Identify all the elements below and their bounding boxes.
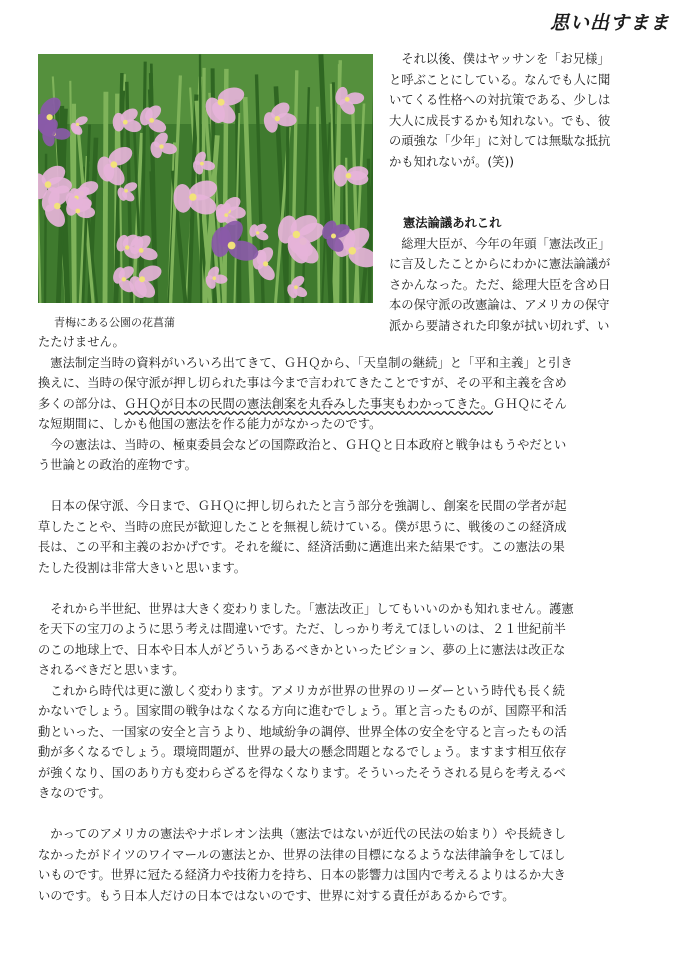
intro-paragraph bbox=[389, 49, 661, 172]
iris-center bbox=[349, 247, 357, 255]
text-line: かないでしょう。国家間の戦争はなくなる方向に進むでしょう。軍と言ったものが、国際平和活 bbox=[38, 704, 567, 718]
iris-center bbox=[228, 242, 236, 250]
text-line: を天下の宝刀のように思う考えは間違いです。ただ、しっかり考えてほしいのは、２１世紀前半 bbox=[38, 622, 566, 636]
iris-center bbox=[224, 213, 228, 217]
iris-center bbox=[200, 162, 204, 166]
iris-center bbox=[345, 97, 350, 102]
text-line: 派から要請された印象が拭い切れず、い bbox=[389, 318, 610, 333]
text-line: 総理大臣が、今年の年頭「憲法改正」 bbox=[389, 236, 611, 251]
text-line: に言及したことからにわかに憲法論議が bbox=[389, 257, 611, 271]
iris-center bbox=[122, 277, 126, 281]
text-line: 日本の保守派、今日まで、ＧＨＱに押し切られたと言う部分を強調し、創案を民間の学者が起 bbox=[38, 499, 567, 513]
iris-photo-graphic bbox=[38, 54, 373, 303]
text-line: さかんなった。ただ、総理大臣を含め日 bbox=[389, 277, 611, 292]
text-line: かも知れないが。(笑)) bbox=[389, 154, 515, 169]
paragraph-break bbox=[38, 476, 652, 497]
text-line: これから時代は更に激しく変わります。アメリカが世界の世界のリーダーという時代も長く続 bbox=[38, 683, 565, 698]
text-line: 動が多くなるでしょう。環境問題が、世界の最大の懸念問題となるでしょう。ますます相互依存 bbox=[38, 745, 567, 759]
iris-center bbox=[149, 118, 154, 123]
iris-center bbox=[139, 248, 144, 253]
iris-center bbox=[213, 276, 217, 280]
text-line: 長は、この平和主義のおかげです。それを縦に、経済活動に邁進出来た結果です。この憲法の果 bbox=[38, 540, 565, 554]
text-line: 今の憲法は、当時の、極東委員会などの国際政治と、ＧＨＱと日本政府と戦争はもうやだとい bbox=[38, 437, 567, 452]
text-line: たした役割は非常大きいと思います。 bbox=[38, 560, 247, 575]
leaf-blade bbox=[200, 54, 201, 303]
text-line: 大人に成長するかも知れない。でも、彼 bbox=[389, 113, 611, 128]
text-line: それから半世紀、世界は大きく変わりました。「憲法改正」してもいいのかも知れません。護憲 bbox=[38, 601, 574, 616]
text-line: 草したことや、当時の庶民が歓迎したことを無視し続けている。僕が思うに、戦後のこの経済成 bbox=[38, 519, 567, 534]
section-intro bbox=[389, 234, 661, 337]
text-line: きなのです。 bbox=[38, 786, 111, 800]
iris-center bbox=[294, 285, 298, 289]
text-line: う世論との政治的産物です。 bbox=[38, 458, 197, 472]
iris-center bbox=[263, 261, 268, 266]
text-line: と呼ぶことにしている。なんでも人に聞 bbox=[389, 72, 611, 87]
iris-center bbox=[159, 144, 163, 148]
iris-petal bbox=[334, 165, 348, 187]
photo-caption: 青梅にある公園の花菖蒲 bbox=[54, 316, 175, 329]
iris-center bbox=[76, 123, 79, 126]
text-line: されるべきだと思います。 bbox=[38, 663, 185, 677]
iris-center bbox=[124, 189, 128, 193]
iris-center bbox=[346, 173, 352, 179]
wavy-underlined-text: ＧＨＱが日本の民間の憲法創案を丸呑みした事実もわかってきた。 bbox=[124, 396, 494, 411]
spacer bbox=[389, 172, 661, 213]
text-line: な短期間に、しかも他国の憲法を作る能力がなかったのです。 bbox=[38, 417, 382, 431]
right-column bbox=[389, 49, 661, 336]
main-body bbox=[38, 332, 652, 906]
iris-center bbox=[111, 161, 118, 168]
text-segment: 多くの部分は、 bbox=[38, 396, 125, 411]
iris-center bbox=[293, 231, 300, 238]
iris-center bbox=[125, 245, 129, 249]
text-line: の頑強な「少年」に対しては無駄な抵抗 bbox=[389, 134, 611, 148]
text-line: いものです。世界に冠たる経済力や技術力を持ち、日本の影響力は国内で考えるよりはるか大き bbox=[38, 868, 566, 882]
text-line bbox=[38, 394, 652, 415]
leaf-blade bbox=[105, 92, 106, 303]
iris-center bbox=[275, 116, 280, 121]
iris-center bbox=[218, 99, 225, 106]
text-line: 本の保守派の改憲論は、アメリカの保守 bbox=[389, 298, 610, 312]
page-title: 思い出すまま bbox=[549, 12, 670, 34]
text-line: 憲法制定当時の資料がいろいろ出てきて、ＧＨＱから、「天皇制の継続」と「平和主義」と引き bbox=[38, 355, 573, 370]
text-segment: ＧＨＱにそん bbox=[493, 396, 567, 411]
iris-center bbox=[45, 181, 52, 188]
iris-center bbox=[256, 231, 259, 234]
iris-petal bbox=[113, 113, 125, 132]
iris-center bbox=[75, 209, 80, 214]
iris-center bbox=[139, 276, 145, 282]
iris-center bbox=[54, 203, 61, 210]
paragraph-break bbox=[38, 804, 652, 825]
text-line: たたけません。 bbox=[38, 335, 125, 349]
text-line: それ以後、僕はヤッサンを「お兄様」 bbox=[389, 52, 610, 66]
paragraph-break bbox=[38, 578, 652, 599]
text-line: のこの地球上で、日本や日本人がどういうあるべきかといったビション、夢の上に憲法は改正な bbox=[38, 642, 566, 657]
text-line: かってのアメリカの憲法やナポレオン法典（憲法ではないが近代の民法の始まり）や長続きし bbox=[38, 827, 566, 841]
text-line: が強くなり、国のあり方も変わらざるを得なくなります。そういったそうされる見らを考えるべ bbox=[38, 765, 566, 780]
text-line: 動といった、一国家の安全と言うより、地域紛争の調停、世界全体の安全を守ると言ったもの活 bbox=[38, 724, 567, 739]
iris-center bbox=[331, 234, 336, 239]
iris-center bbox=[189, 193, 196, 200]
text-line: なかったがドイツのワイマールの憲法とか、世界の法律の目標になるような法律論争をしてほし bbox=[38, 847, 566, 862]
iris-garden-photo bbox=[38, 54, 373, 303]
text-line: 換えに、当時の保守派が押し切られた事は今まで言われてきたことですが、その平和主義を含め bbox=[38, 376, 567, 390]
iris-center bbox=[47, 114, 53, 120]
leaf-blade bbox=[317, 107, 319, 303]
text-line: いのです。もう日本人だけの日本ではないのです、世界に対する責任があるからです。 bbox=[38, 888, 515, 903]
iris-center bbox=[123, 120, 128, 125]
text-line: いてくる性格への対抗策である、少しは bbox=[389, 93, 611, 107]
leaf-blade bbox=[287, 117, 288, 303]
section-heading: 憲法論議あれこれ bbox=[403, 216, 502, 230]
